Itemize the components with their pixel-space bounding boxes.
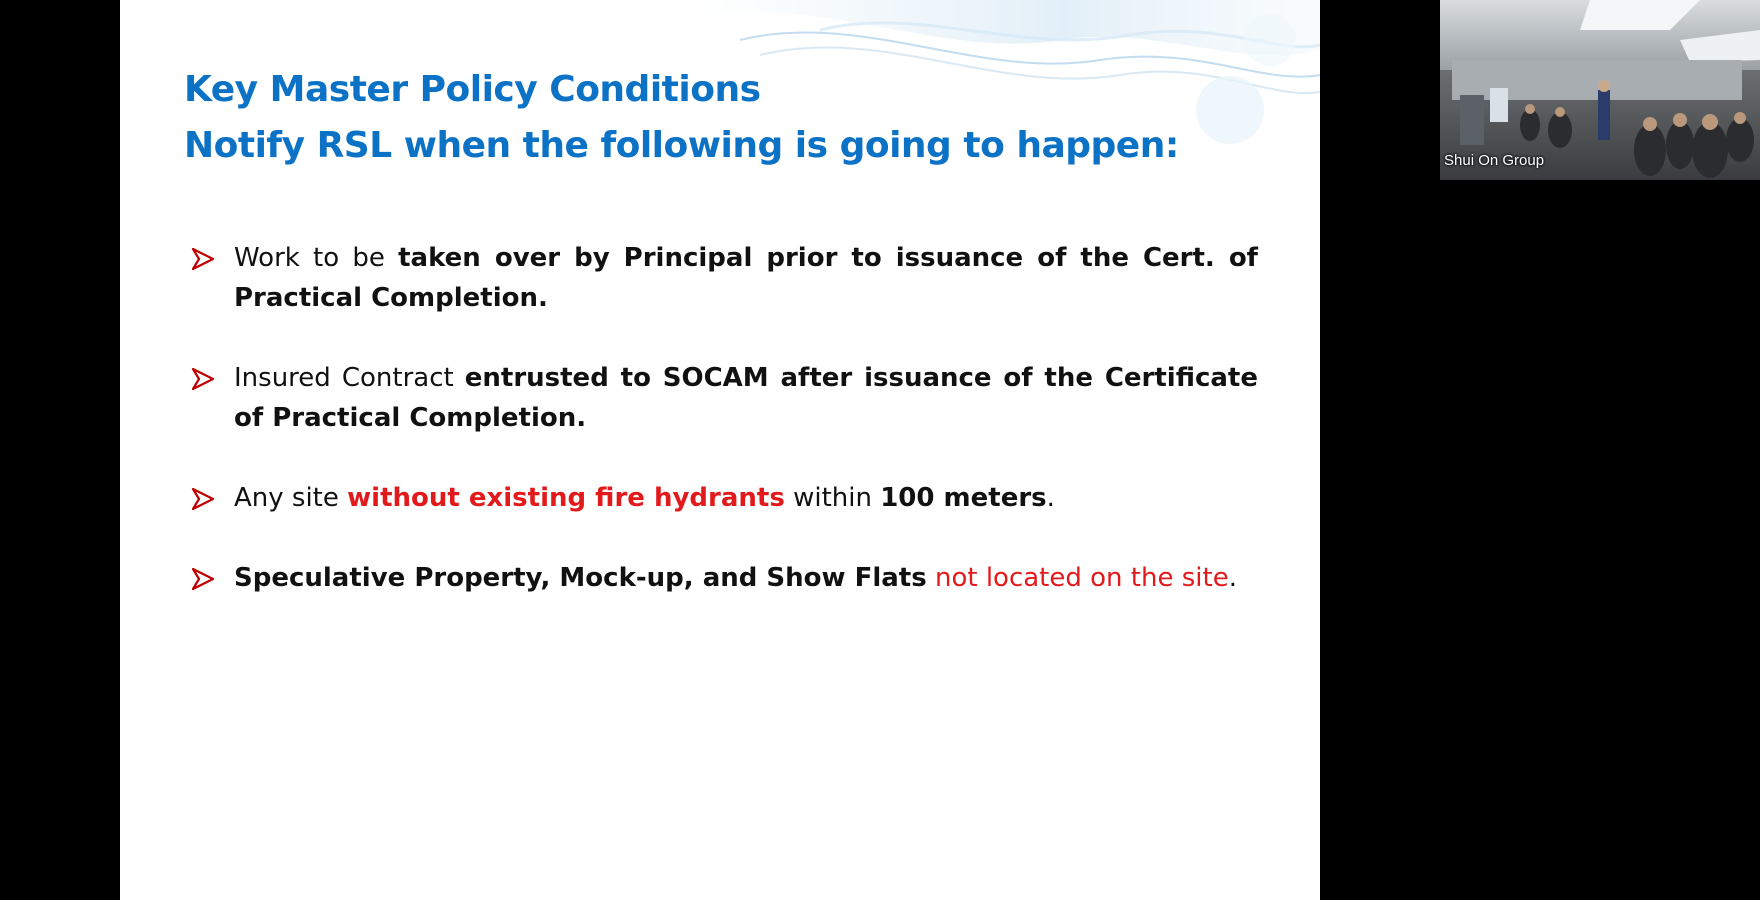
- bullet-text-normal: .: [1046, 483, 1055, 513]
- bullet-text-normal: Insured Contract: [234, 363, 465, 393]
- bullet-text-red: not located on the site: [926, 563, 1229, 593]
- arrow-bullet-icon: [190, 566, 216, 592]
- bullet-item: [168, 358, 1258, 438]
- bullet-text-bold-red: without existing fire hydrants: [347, 483, 785, 513]
- bullet-text-normal: Work to be: [234, 243, 399, 273]
- slide-title: [184, 62, 1179, 174]
- bullet-text-bold: entrusted to SOCAM after issuance of the Certificate of Practical Completion.: [234, 363, 1258, 433]
- bullet-item: [168, 558, 1258, 598]
- participant-video-tile[interactable]: [1440, 0, 1760, 180]
- bullet-text-normal: .: [1228, 563, 1237, 593]
- bullet-text-bold: 100 meters: [880, 483, 1047, 513]
- shared-slide: [120, 0, 1320, 900]
- slide-title-line-2: Notify RSL when the following is going to happen:: [184, 125, 1179, 166]
- bullet-item: [168, 478, 1258, 518]
- bullet-text-bold: Speculative Property, Mock-up, and Show Flats: [234, 563, 927, 593]
- bullet-text-normal: within: [784, 483, 881, 513]
- bullet-text-normal: Any site: [234, 483, 348, 513]
- participant-name-label: Shui On Group: [1444, 152, 1545, 169]
- bullet-item: [168, 238, 1258, 318]
- arrow-bullet-icon: [190, 366, 216, 392]
- arrow-bullet-icon: [190, 486, 216, 512]
- bullet-list: [168, 238, 1258, 598]
- arrow-bullet-icon: [190, 246, 216, 272]
- bullet-text-bold: taken over by Principal prior to issuance of the Cert. of Practical Completion.: [234, 243, 1258, 313]
- slide-title-line-1: Key Master Policy Conditions: [184, 69, 761, 110]
